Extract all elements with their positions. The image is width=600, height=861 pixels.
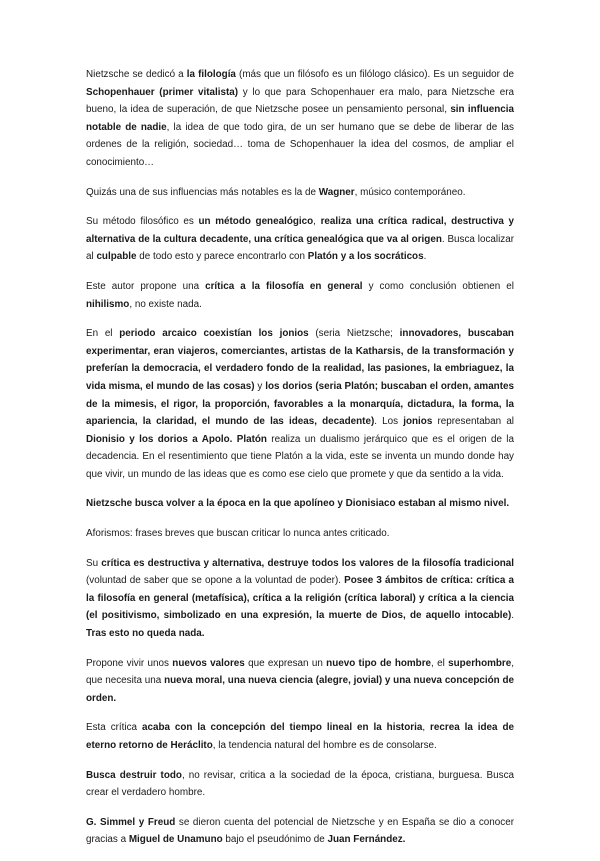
bold-text: G. Simmel y Freud — [86, 816, 176, 828]
paragraph-destruir-todo — [86, 767, 514, 802]
bold-text: Schopenhauer (primer vitalista) — [86, 86, 239, 98]
text: , la idea de que todo gira, de un ser humano que se debe de liberar de las ordenes de la religión, sociedad… toma de Schopenhauer la idea del cosmos, de ampliar el conocimiento… — [86, 121, 514, 168]
text: y lo que para Schopenhauer era malo, para Nietzsche era bueno, la idea de superación, de que Nietzsche posee un pensamiento personal, — [86, 86, 514, 116]
text: , que necesita una — [86, 657, 514, 687]
paragraph-critica-filosofia — [86, 278, 514, 313]
text: (seria Nietzsche; — [308, 328, 400, 340]
bold-text: culpable — [96, 251, 137, 263]
bold-text: los dorios (seria Platón; buscaban el orden, amantes de la mimesis, el rigor, la proporción, favorables a la monarquía, dictadura, la forma, la apariencia, la claridad, el mundo de las ideas, decadente) — [86, 380, 514, 428]
bold-text: periodo arcaico coexistían los jonios — [119, 328, 309, 340]
bold-text: crítica a la filosofía en general — [205, 280, 363, 292]
text: realiza un dualismo jerárquico que es el origen de la decadencia. En el resentimiento que tiene Platón a la vida, este se inventa un mundo donde hay que vivir, un mundo de las ideas que es como ese cielo que promete y que da sentido a la vida. — [86, 433, 514, 480]
bold-text: jonios — [403, 416, 433, 428]
text: . Los — [374, 416, 404, 428]
text: Propone vivir unos — [86, 657, 173, 669]
text: . — [511, 610, 514, 622]
text: , no existe nada. — [129, 298, 202, 310]
text: Su — [86, 557, 102, 569]
text: se dieron cuenta del potencial de Nietzsche y en España se dio a conocer gracias a — [86, 816, 514, 846]
text: , la tendencia natural del hombre es de consolarse. — [212, 740, 437, 751]
text: Este autor propone una — [86, 280, 206, 292]
text: , — [422, 722, 431, 734]
text: Quizás una de sus influencias más notables es la de — [86, 186, 319, 198]
text: (voluntad de saber que se opone a la voluntad de poder). — [86, 575, 345, 587]
bold-text: Dionisio y los dorios a Apolo. — [86, 433, 233, 445]
text: . Busca localizar al — [86, 233, 514, 263]
bold-text: nuevo tipo de hombre — [326, 657, 432, 669]
bold-text: Posee 3 ámbitos de crítica: crítica a la filosofía en general (metafísica), crítica a la religión (crítica laboral) y crítica a la ciencia (el positivismo, simbolizado en una expresión, la muerte de Dios, de aquello intocable) — [86, 575, 514, 622]
bold-text: nihilismo — [86, 298, 130, 310]
text: que expresan un — [244, 657, 327, 669]
paragraph-simmel-freud — [86, 814, 514, 849]
text: Su método filosófico es — [86, 216, 199, 228]
paragraph-metodo — [86, 213, 514, 266]
text: Nietzsche se dedicó a — [86, 69, 187, 80]
bold-text: Wagner — [318, 186, 355, 198]
paragraph-ambitos-critica — [86, 555, 514, 643]
text: y como conclusión obtienen el — [362, 280, 514, 292]
bold-text: nuevos valores — [172, 657, 245, 669]
paragraph-apolineo — [86, 495, 514, 513]
bold-text: acaba con la concepción del tiempo lineal en la historia — [141, 722, 423, 734]
paragraph-wagner — [86, 184, 514, 202]
text: Esta crítica — [86, 722, 142, 734]
paragraph-eterno-retorno — [86, 719, 514, 754]
text: bajo el pseudónimo de — [222, 834, 328, 846]
text: , — [313, 216, 321, 228]
paragraph-aforismos — [86, 525, 514, 543]
bold-text: Juan Fernández. — [327, 834, 406, 846]
bold-text: Nietzsche busca volver a la época en la que apolíneo y Dionisiaco estaban al mismo nivel. — [86, 498, 510, 510]
bold-text: Busca destruir todo — [86, 769, 182, 781]
bold-text: sin influencia notable de nadie — [86, 104, 514, 133]
text: Aforismos: frases breves que buscan criticar lo nunca antes criticado. — [86, 528, 390, 540]
text: En el — [86, 328, 120, 340]
bold-text: recrea la idea de eterno retorno de Heráclito — [86, 722, 515, 751]
bold-text: nueva moral, una nueva ciencia (alegre, jovial) y una nueva concepción de orden. — [86, 675, 514, 704]
bold-text: Miguel de Unamuno — [128, 834, 223, 846]
text: , no revisar, critica a la sociedad de la época, cristiana, burguesa. Busca crear el verdadero hombre. — [86, 769, 514, 799]
paragraph-filologia — [86, 66, 514, 172]
paragraph-jonios-dorios — [86, 325, 514, 483]
bold-text: innovadores, buscaban experimentar, eran viajeros, comerciantes, artistas de la Katharsis, de la transformación y preferían la democracia, el verdadero fondo de la realidad, las pasiones, la embriaguez, la vida misma, el mundo de las cosas) — [86, 328, 514, 392]
paragraph-superhombre — [86, 655, 514, 708]
text: representaban al — [432, 416, 515, 428]
text: , músico contemporáneo. — [354, 186, 466, 198]
bold-text: superhombre — [448, 657, 512, 669]
document-body — [86, 66, 514, 861]
text: . — [423, 251, 427, 263]
bold-text: realiza una crítica radical, destructiva y alternativa de la cultura decadente, una crítica genealógica que va al origen — [86, 216, 515, 245]
bold-text: Platón y a los socráticos — [307, 251, 424, 263]
bold-text: crítica es destructiva y alternativa, destruye todos los valores de la filosofía tradicional — [101, 557, 514, 569]
bold-text: Tras esto no queda nada. — [86, 628, 205, 640]
text: de todo esto y parece encontrarlo con — [136, 251, 308, 263]
text: , el — [431, 657, 449, 669]
bold-text: la filología — [186, 69, 236, 80]
text: y — [254, 380, 266, 392]
bold-text: Platón — [236, 433, 267, 445]
text: (más que un filósofo es un filólogo clásico). Es un seguidor de — [235, 69, 514, 80]
bold-text: un método genealógico — [198, 216, 314, 228]
